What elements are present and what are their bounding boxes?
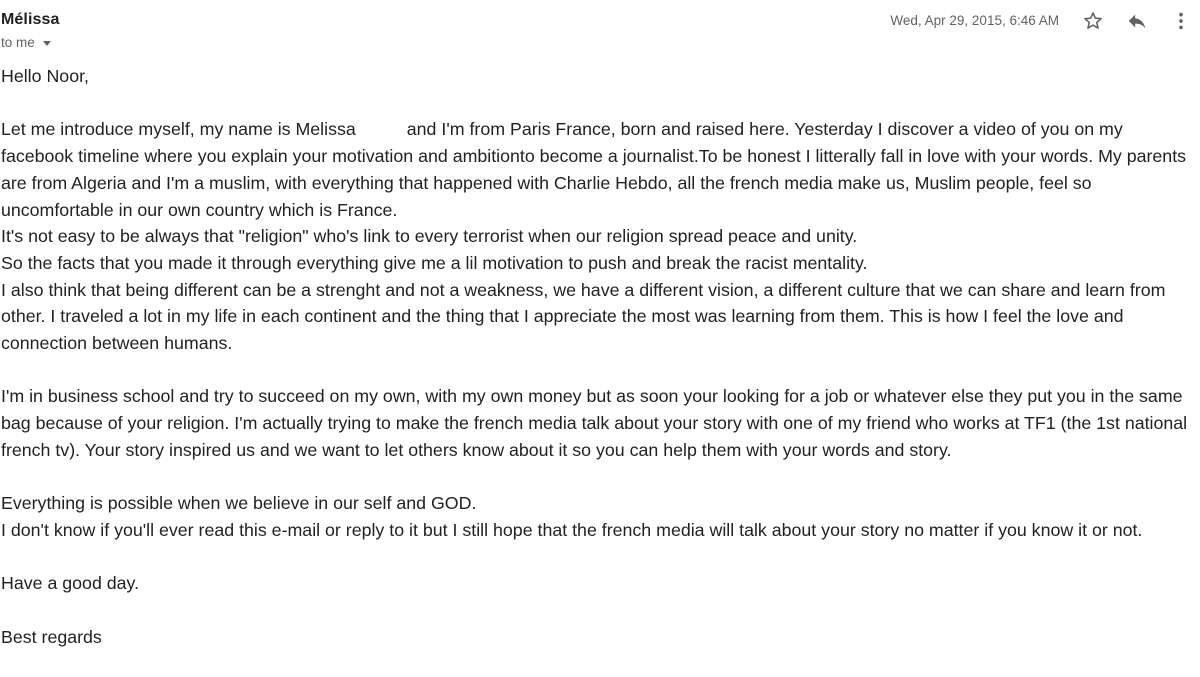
- paragraph-spacer: [1, 357, 1197, 384]
- more-options-button[interactable]: [1166, 6, 1196, 36]
- good-day-line: Have a good day.: [1, 573, 140, 594]
- intro-part-1: Let me introduce myself, my name is Melissa: [1, 119, 356, 140]
- star-icon: [1082, 10, 1104, 32]
- email-date: Wed, Apr 29, 2015, 6:46 AM: [890, 13, 1059, 28]
- belief-paragraph: Everything is possible when we believe in our self and GOD.: [1, 493, 477, 514]
- business-school-paragraph: I'm in business school and try to succeed on my own, with my own money but as soon your looking for a job or whatever else they put you in the same bag because of your religion. I'm actually trying to make the french media talk about your story with one of my friend who works at TF1 (the 1st national french tv). Your story inspired us and we want to let others know about it so you can help them with your words and story.: [1, 386, 1188, 460]
- religion-paragraph: It's not easy to be always that "religion" who's link to every terrorist when our religion spread peace and unity.: [1, 226, 858, 247]
- paragraph-spacer: [1, 544, 1197, 571]
- paragraph-spacer: [1, 90, 1197, 117]
- motivation-paragraph: So the facts that you made it through everything give me a lil motivation to push and break the racist mentality.: [1, 252, 868, 273]
- hope-paragraph: I don't know if you'll ever read this e-mail or reply to it but I still hope that the french media will talk about your story no matter if you know it or not.: [1, 519, 1143, 540]
- paragraph-spacer: [1, 597, 1197, 624]
- greeting: Hello Noor,: [1, 66, 89, 86]
- sender-name[interactable]: Mélissa: [1, 11, 60, 28]
- intro-part-2: and I'm from Paris France, born and raised here. Yesterday I discover a video of you on my facebook timeline where you explain your motivation and ambitionto become a journalist.To be honest I litterally fall in love with your words. My parents are from Algeria and I'm a muslim, with everything that happened with Charlie Hebdo, all the french media make us, Muslim people, feel so uncomfortable in our own country which is France.: [1, 119, 1187, 220]
- paragraph-spacer: [1, 464, 1197, 491]
- difference-paragraph: I also think that being different can be a strenght and not a weakness, we have a different vision, a different culture that we can share and learn from other. I traveled a lot in my life in each continent and the thing that I appreciate the most was learning from them. This is how I feel the love and connection between humans.: [1, 279, 1166, 354]
- introduction-paragraph: [1, 116, 1197, 223]
- vertical-dots-icon: [1170, 10, 1192, 32]
- email-header: [0, 0, 1200, 58]
- email-body: [1, 63, 1197, 650]
- reply-button[interactable]: [1122, 6, 1152, 36]
- reply-icon: [1126, 10, 1148, 32]
- closing-line: Best regards: [1, 626, 102, 647]
- star-button[interactable]: [1078, 6, 1108, 36]
- chevron-down-icon[interactable]: [43, 41, 51, 46]
- recipient-label: to me: [1, 35, 35, 50]
- recipient-details-toggle[interactable]: [1, 35, 51, 50]
